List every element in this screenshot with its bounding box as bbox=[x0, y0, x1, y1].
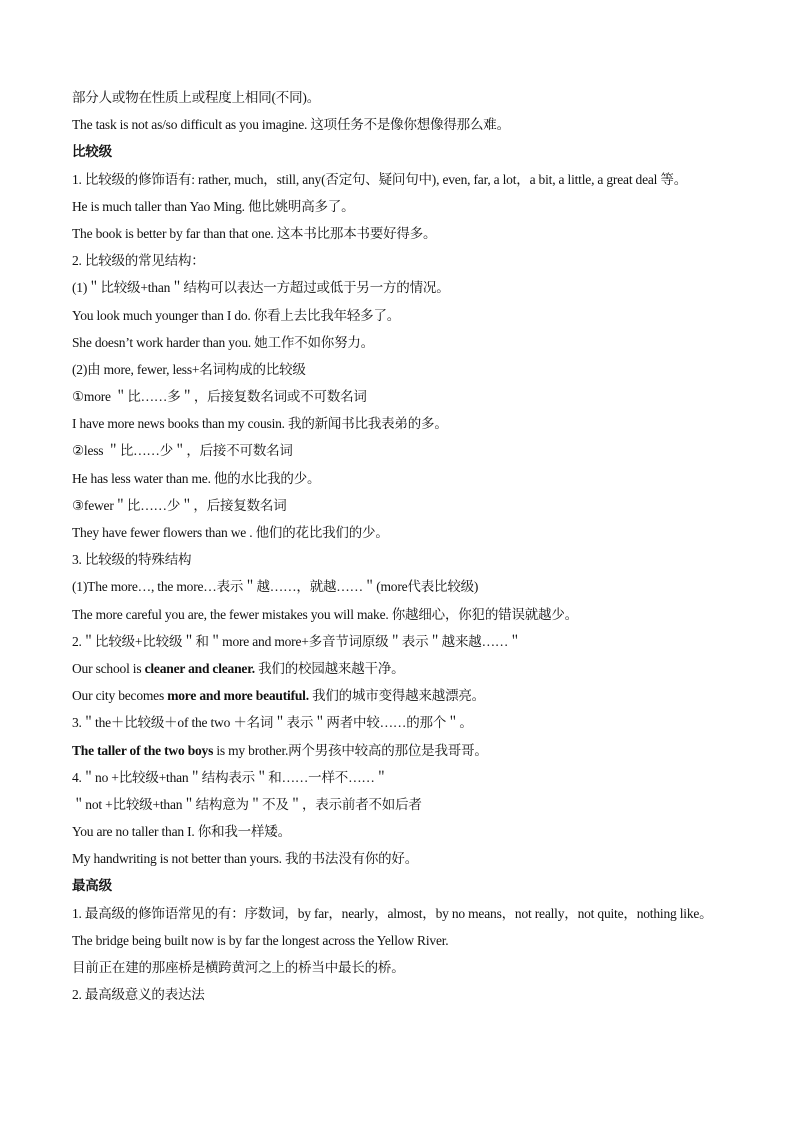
document-page bbox=[72, 84, 732, 1008]
text-segment: 我们的校园越来越干净。 bbox=[254, 660, 405, 676]
text-line: You are no taller than I. 你和我一样矮。 bbox=[72, 824, 291, 840]
text-segment: Our school is bbox=[72, 660, 145, 676]
text-line: 部分人或物在性质上或程度上相同(不同)。 bbox=[72, 90, 320, 105]
text-segment: is my brother.两个男孩中较高的那位是我哥哥。 bbox=[213, 742, 488, 758]
bold-example: The taller of the two boys bbox=[72, 742, 214, 758]
section-heading-superlative: 最高级 bbox=[72, 878, 112, 894]
text-line bbox=[72, 737, 732, 764]
text-line: He has less water than me. 他的水比我的少。 bbox=[72, 470, 321, 486]
bold-example: cleaner and cleaner. bbox=[144, 660, 255, 676]
text-line: The bridge being built now is by far the longest across the Yellow River. bbox=[72, 932, 449, 948]
text-line: He is much taller than Yao Ming. 他比姚明高多了。 bbox=[72, 198, 355, 214]
text-line: 1. 最高级的修饰语常见的有：序数词，by far，nearly，almost，by no means，not really，not quite，nothing like。 bbox=[72, 905, 713, 921]
text-line: She doesn’t work harder than you. 她工作不如你努力。 bbox=[72, 334, 374, 350]
text-line: (1)＂比较级+than＂结构可以表达一方超过或低于另一方的情况。 bbox=[72, 280, 450, 296]
text-line: They have fewer flowers than we . 他们的花比我们的少。 bbox=[72, 525, 389, 540]
text-line: ＂not +比较级+than＂结构意为＂不及＂，表示前者不如后者 bbox=[72, 796, 422, 812]
text-line: 4.＂no +比较级+than＂结构表示＂和……一样不……＂ bbox=[72, 769, 388, 785]
text-line: 3.＂the＋比较级＋of the two ＋名词＂表示＂两者中较……的那个＂。 bbox=[72, 715, 473, 731]
text-line bbox=[72, 682, 732, 709]
section-heading-comparative: 比较级 bbox=[72, 144, 112, 160]
text-segment: Our city becomes bbox=[72, 688, 168, 704]
text-line: (2)由 more, fewer, less+名词构成的比较级 bbox=[72, 361, 306, 377]
text-line: The more careful you are, the fewer mistakes you will make. 你越细心，你犯的错误就越少。 bbox=[72, 606, 578, 622]
text-line: I have more news books than my cousin. 我的新闻书比我表弟的多。 bbox=[72, 416, 448, 432]
text-line bbox=[72, 655, 732, 682]
text-line: (1)The more…, the more…表示＂越……，就越……＂(more代表比较级) bbox=[72, 579, 479, 595]
text-line: 2. 最高级意义的表达法 bbox=[72, 987, 205, 1003]
text-line: 3. 比较级的特殊结构 bbox=[72, 552, 192, 568]
bold-example: more and more beautiful. bbox=[167, 688, 309, 704]
text-line: ①more ＂比……多＂，后接复数名词或不可数名词 bbox=[72, 389, 367, 405]
text-line: ②less ＂比……少＂，后接不可数名词 bbox=[72, 443, 293, 459]
text-line: The task is not as/so difficult as you imagine. 这项任务不是像你想像得那么难。 bbox=[72, 117, 510, 133]
text-line: You look much younger than I do. 你看上去比我年轻多了。 bbox=[72, 307, 401, 323]
text-line: 2. 比较级的常见结构： bbox=[72, 253, 205, 269]
text-line: ③fewer＂比……少＂，后接复数名词 bbox=[72, 497, 287, 513]
text-line: My handwriting is not better than yours. 我的书法没有你的好。 bbox=[72, 851, 419, 867]
text-line: The book is better by far than that one. 这本书比那本书要好得多。 bbox=[72, 225, 437, 241]
text-line: 2.＂比较级+比较级＂和＂more and more+多音节词原级＂表示＂越来越……＂ bbox=[72, 633, 522, 649]
text-line: 目前正在建的那座桥是横跨黄河之上的桥当中最长的桥。 bbox=[72, 960, 405, 976]
text-segment: 我们的城市变得越来越漂亮。 bbox=[308, 688, 485, 704]
text-line: 1. 比较级的修饰语有: rather, much，still, any(否定句、疑问句中), even, far, a lot，a bit, a little, a great deal 等。 bbox=[72, 171, 688, 187]
